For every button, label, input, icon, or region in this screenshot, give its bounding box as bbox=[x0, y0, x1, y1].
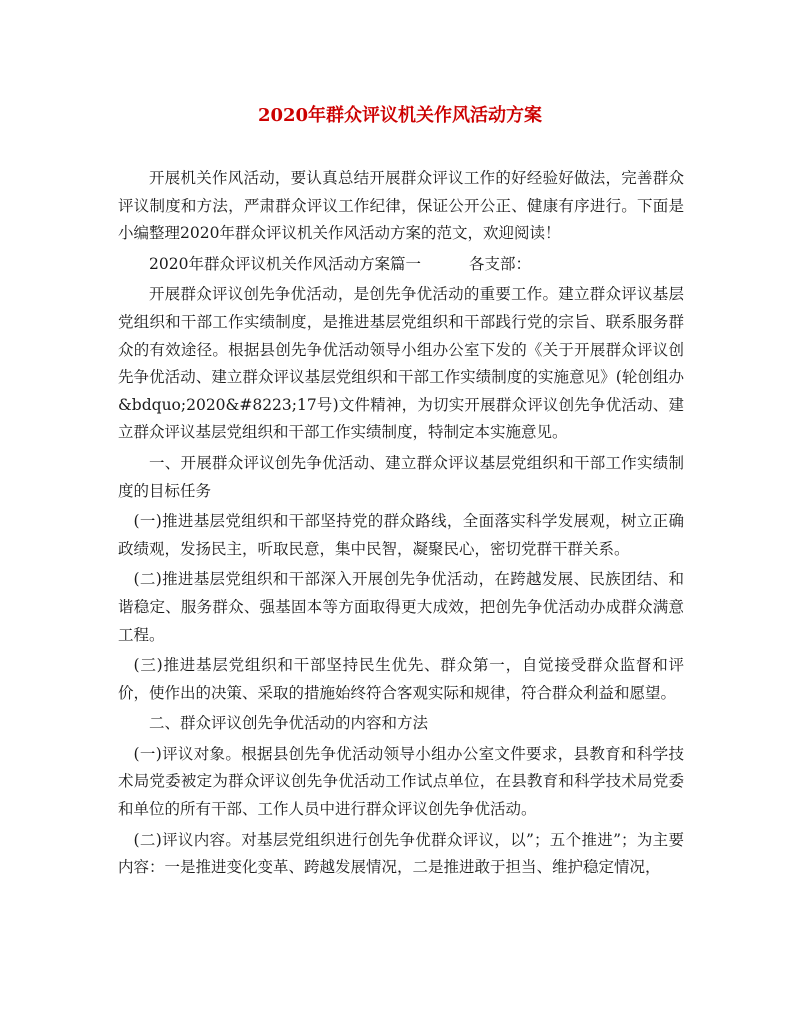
list-item-2-2: (二)评议内容。对基层党组织进行创先争优群众评议，以”；五个推进”；为主要内容：一是推进变化变革、跨越发展情况，二是推进敢于担当、维护稳定情况， bbox=[118, 830, 684, 877]
list-item-1-3: (三)推进基层党组织和干部坚持民生优先、群众第一，自觉接受群众监督和评价，使作出的决策、采取的措施始终符合客观实际和规律，符合群众利益和愿望。 bbox=[118, 656, 684, 702]
heading-1: 一、开展群众评议创先争优活动、建立群众评议基层党组织和干部工作实绩制度的目标任务 bbox=[118, 453, 684, 500]
section-heading-line bbox=[118, 251, 684, 279]
list-item-2-1: (一)评议对象。根据县创先争优活动领导小组办公室文件要求，县教育和科学技术局党委被定为群众评议创先争优活动工作试点单位，在县教育和科学技术局党委和单位的所有干部、工作人员中进行群众评议创先争优活动。 bbox=[118, 744, 684, 819]
heading-2: 二、群众评议创先争优活动的内容和方法 bbox=[149, 714, 429, 733]
list-item-1-2: (二)推进基层党组织和干部深入开展创先争优活动，在跨越发展、民族团结、和谐稳定、服务群众、强基固本等方面取得更大成效，把创先争优活动办成群众满意工程。 bbox=[118, 570, 684, 644]
document-body bbox=[118, 165, 684, 882]
section-heading: 2020年群众评议机关作风活动方案篇一 bbox=[149, 254, 421, 273]
document-title: 2020年群众评议机关作风活动方案 bbox=[257, 105, 543, 126]
paragraph-1: 开展群众评议创先争优活动，是创先争优活动的重要工作。建立群众评议基层党组织和干部工作实绩制度，是推进基层党组织和干部践行党的宗旨、联系服务群众的有效途径。根据县创先争优活动领导小组办公室下发的《关于开展群众评议创先争优活动、建立群众评议基层党组织和干部工作实绩制度的实施意见》(轮创组办&bdquo;2020&#8223;17号)文件精神，为切实开展群众评议创先争优活动、建立群众评议基层党组织和干部工作实绩制度，特制定本实施意见。 bbox=[118, 285, 684, 442]
intro-paragraph: 开展机关作风活动，要认真总结开展群众评议工作的好经验好做法，完善群众评议制度和方法，严肃群众评议工作纪律，保证公开公正、健康有序进行。下面是小编整理2020年群众评议机关作风活动方案的范文，欢迎阅读！ bbox=[118, 169, 684, 243]
list-item-1-1: (一)推进基层党组织和干部坚持党的群众路线，全面落实科学发展观，树立正确政绩观，发扬民主，听取民意，集中民智，凝聚民心，密切党群干群关系。 bbox=[118, 512, 684, 558]
salutation: 各支部： bbox=[468, 254, 531, 273]
